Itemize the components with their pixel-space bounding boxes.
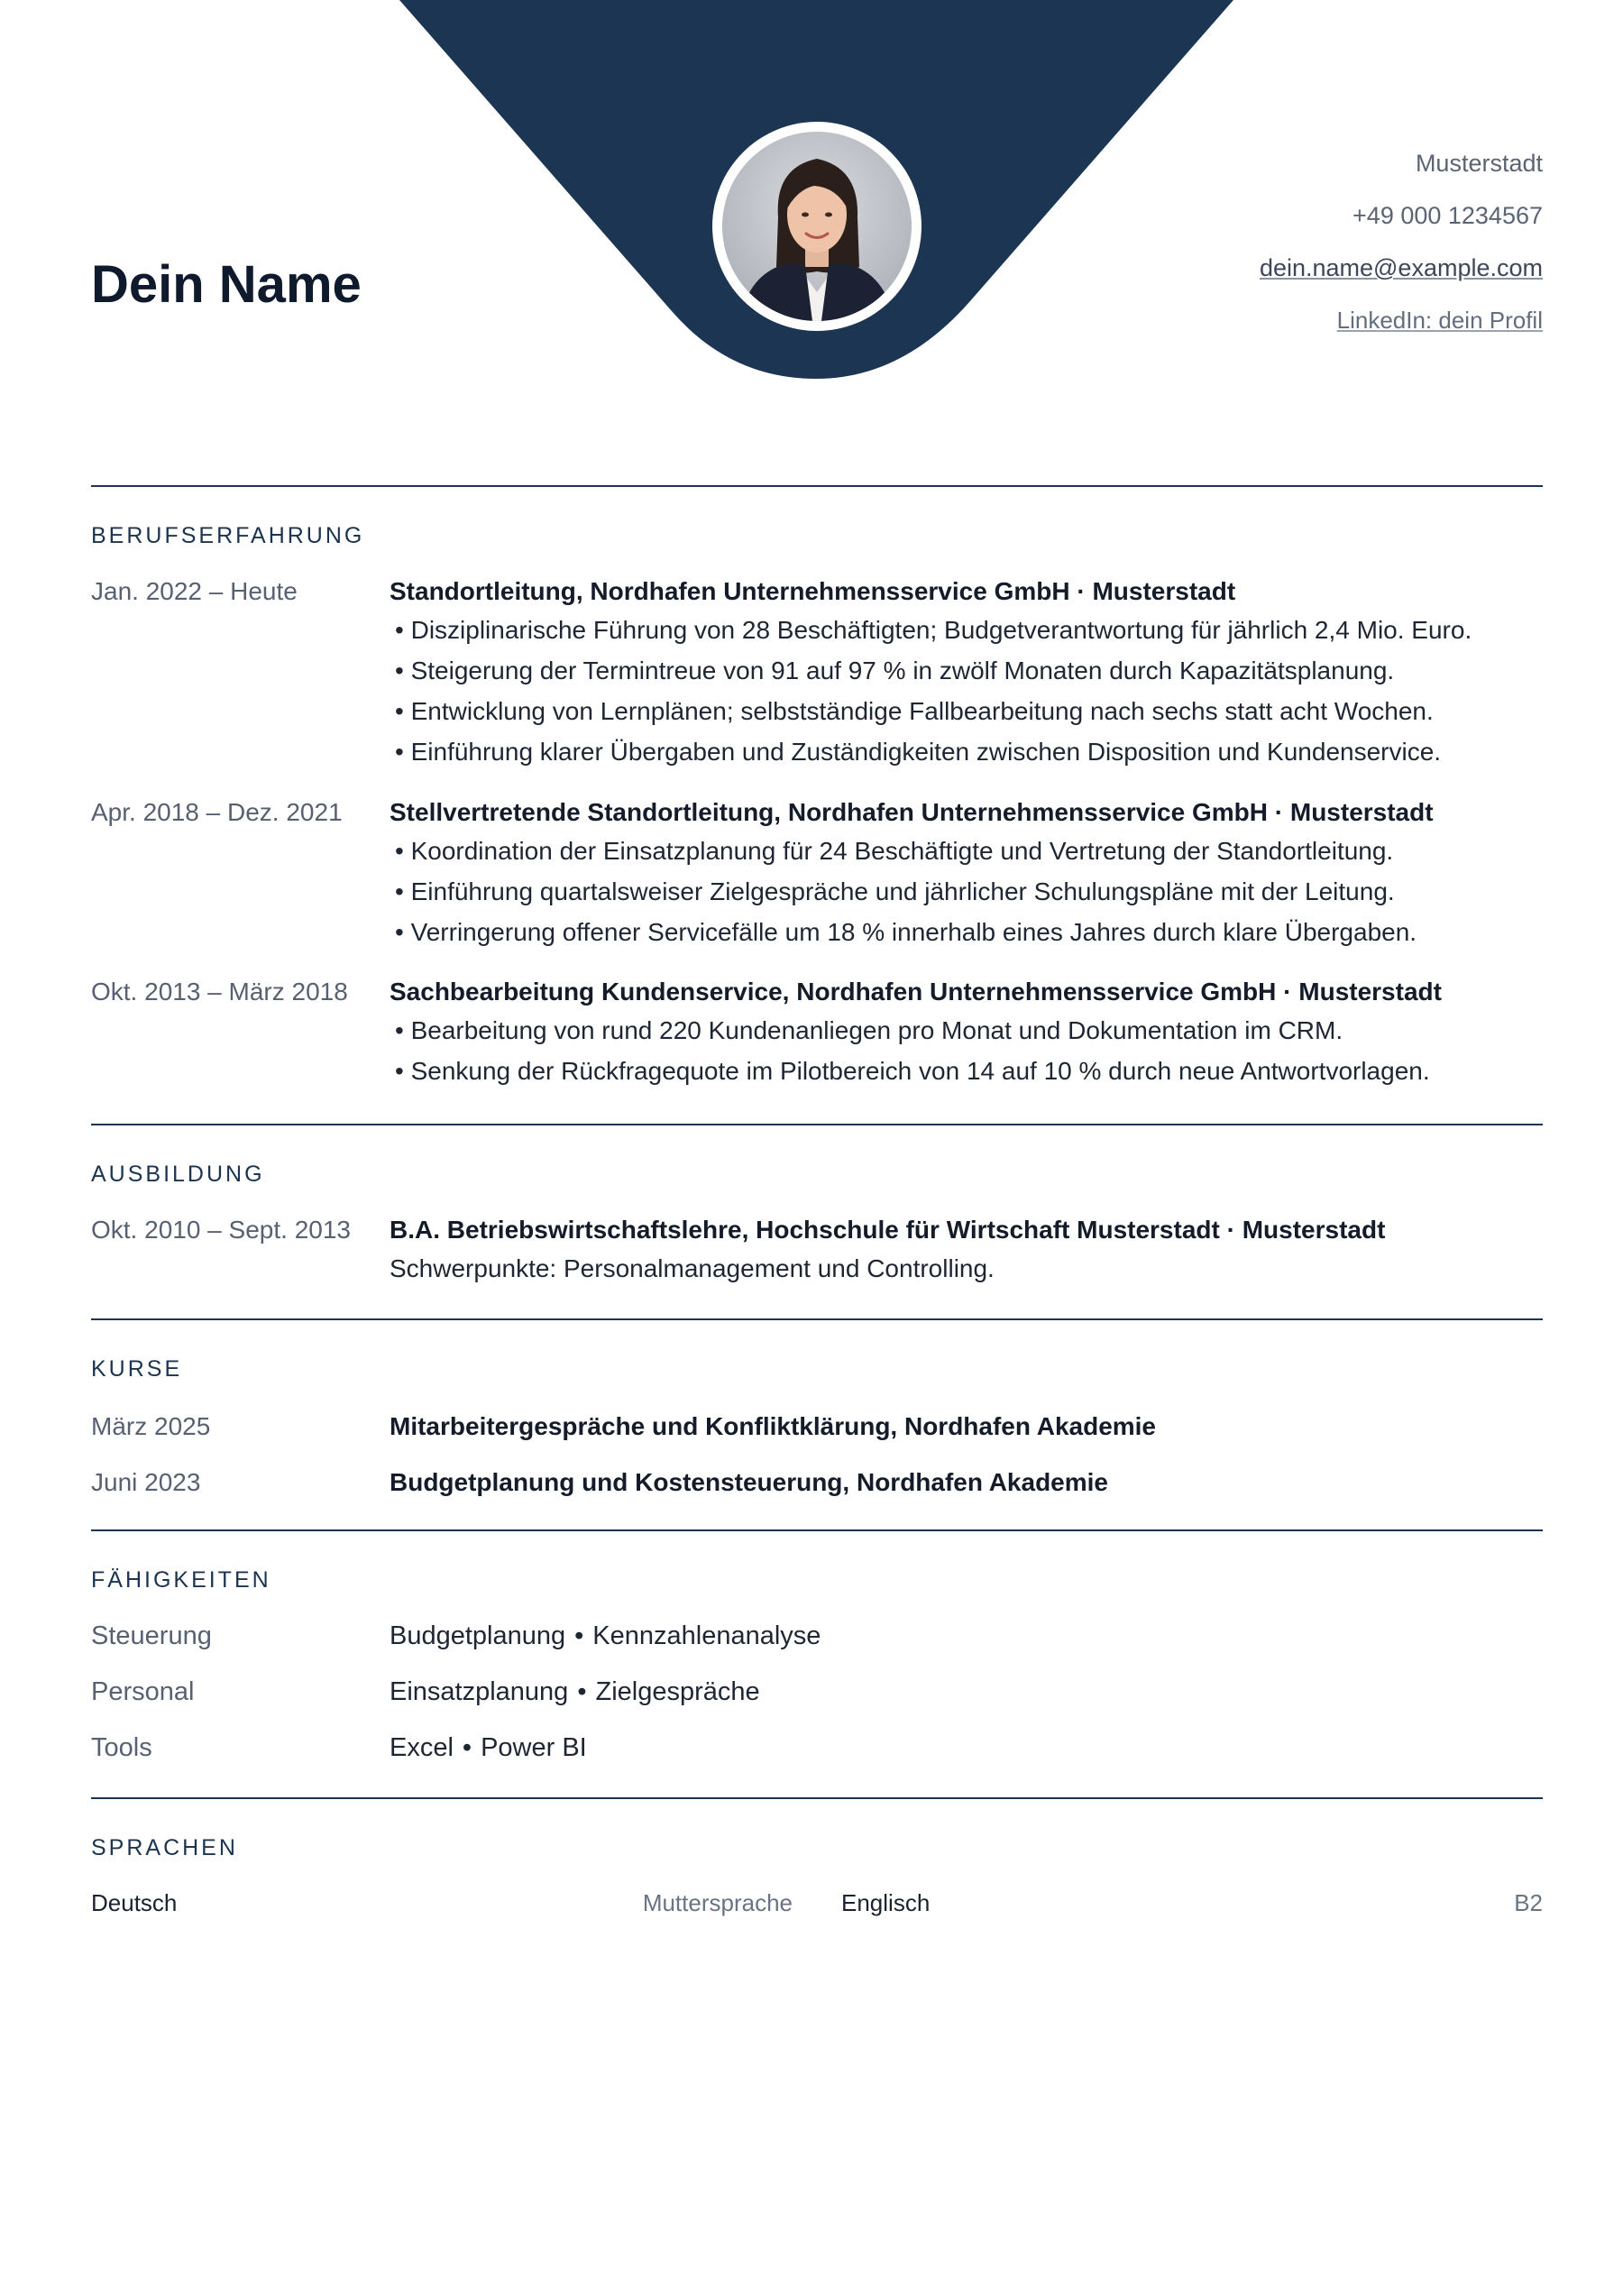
course-name: Mitarbeitergespräche und Konfliktklärung, Nordhafen Akademie <box>390 1412 1157 1440</box>
experience-bullet: • Steigerung der Termintreue von 91 auf 97 % in zwölf Monaten durch Kapazitätsplanung. <box>390 650 1543 691</box>
skill-category: Steuerung <box>91 1621 212 1650</box>
separator-dot: • <box>574 1621 584 1650</box>
skill-values <box>390 1733 587 1763</box>
experience-date: Okt. 2013 – März 2018 <box>91 978 348 1006</box>
experience-bullet: • Bearbeitung von rund 220 Kundenanliegen pro Monat und Dokumentation im CRM. <box>390 1010 1543 1051</box>
skill-values <box>390 1677 760 1707</box>
experience-bullet: • Disziplinarische Führung von 28 Beschäftigten; Budgetverantwortung für jährlich 2,4 Mio. Euro. <box>390 610 1543 650</box>
experience-role: Standortleitung, Nordhafen Unternehmensservice GmbH · Musterstadt <box>390 577 1236 605</box>
section-title-languages: SPRACHEN <box>91 1835 238 1860</box>
education-degree: B.A. Betriebswirtschaftslehre, Hochschule für Wirtschaft Musterstadt · Musterstadt <box>390 1216 1386 1244</box>
skill-category: Personal <box>91 1677 195 1706</box>
contact-linkedin-link[interactable]: LinkedIn: dein Profil <box>1336 307 1543 334</box>
section-title-experience: BERUFSERFAHRUNG <box>91 523 365 548</box>
contact-city: Musterstadt <box>1415 150 1543 177</box>
course-date: März 2025 <box>91 1412 211 1440</box>
contact-email-link[interactable]: dein.name@example.com <box>1259 254 1543 281</box>
section-title-skills: FÄHIGKEITEN <box>91 1567 271 1593</box>
language-level: B2 <box>1514 1889 1543 1916</box>
contact-phone[interactable]: +49 000 1234567 <box>1352 202 1543 229</box>
language-name: Englisch <box>841 1889 931 1916</box>
education-date: Okt. 2010 – Sept. 2013 <box>91 1216 351 1244</box>
skill-item: Excel <box>390 1733 454 1762</box>
education-note: Schwerpunkte: Personalmanagement und Controlling. <box>390 1254 995 1282</box>
skill-item: Power BI <box>481 1733 587 1762</box>
experience-bullet: • Einführung quartalsweiser Zielgespräche und jährlicher Schulungspläne mit der Leitung. <box>390 871 1543 912</box>
section-title-courses: KURSE <box>91 1356 183 1382</box>
avatar <box>722 132 912 321</box>
course-date: Juni 2023 <box>91 1468 201 1496</box>
course-name: Budgetplanung und Kostensteuerung, Nordhafen Akademie <box>390 1468 1109 1496</box>
experience-bullet: • Senkung der Rückfragequote im Pilotbereich von 14 auf 10 % durch neue Antwortvorlagen. <box>390 1051 1543 1091</box>
person-name: Dein Name <box>91 255 362 314</box>
skill-item: Kennzahlenanalyse <box>592 1621 821 1650</box>
skill-category: Tools <box>91 1733 152 1762</box>
skill-item: Zielgespräche <box>595 1677 760 1706</box>
skill-item: Einsatzplanung <box>390 1677 569 1706</box>
experience-role: Stellvertretende Standortleitung, Nordhafen Unternehmensservice GmbH · Musterstadt <box>390 798 1434 826</box>
experience-bullet: • Einführung klarer Übergaben und Zuständigkeiten zwischen Disposition und Kundenservice. <box>390 731 1543 772</box>
separator-dot: • <box>462 1733 472 1762</box>
experience-section <box>91 485 1543 1127</box>
experience-role: Sachbearbeitung Kundenservice, Nordhafen Unternehmensservice GmbH · Musterstadt <box>390 978 1442 1006</box>
contact-block <box>1260 137 1543 346</box>
courses-section <box>91 1318 1543 1529</box>
skills-section <box>91 1529 1543 1800</box>
separator-dot: • <box>577 1677 587 1706</box>
skill-item: Budgetplanung <box>390 1621 566 1650</box>
experience-date: Apr. 2018 – Dez. 2021 <box>91 798 343 826</box>
language-level: Muttersprache <box>642 1889 793 1916</box>
language-name: Deutsch <box>91 1889 178 1916</box>
experience-bullet: • Entwicklung von Lernplänen; selbstständige Fallbearbeitung nach sechs statt acht Wochen. <box>390 691 1543 731</box>
experience-bullet: • Verringerung offener Servicefälle um 18 % innerhalb eines Jahres durch klare Übergaben. <box>390 912 1543 952</box>
section-title-education: AUSBILDUNG <box>91 1162 265 1187</box>
experience-date: Jan. 2022 – Heute <box>91 577 298 605</box>
skill-values <box>390 1621 821 1651</box>
profile-photo <box>712 122 922 331</box>
experience-bullet: • Koordination der Einsatzplanung für 24 Beschäftigte und Vertretung der Standortleitung. <box>390 831 1543 871</box>
education-section <box>91 1124 1543 1319</box>
languages-section <box>91 1797 1543 1943</box>
